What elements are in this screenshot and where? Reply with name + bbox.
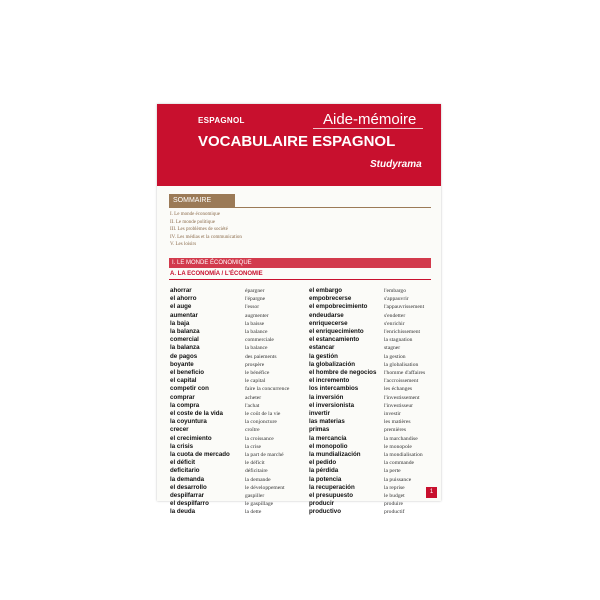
vocab-entry: ahorrar	[170, 287, 192, 294]
vocab-entry: primas	[309, 426, 330, 434]
vocab-entry: comercial	[170, 336, 199, 344]
table-of-contents	[170, 211, 242, 249]
vocab-entry: la crise	[245, 443, 261, 450]
vocab-entry: augmenter	[245, 312, 269, 319]
banner-divider	[313, 128, 423, 129]
vocab-entry: aumentar	[170, 311, 198, 319]
vocab-entry: le capital	[245, 378, 266, 385]
vocab-entry: l'embargo	[384, 288, 407, 294]
vocab-entry: la balance	[245, 345, 268, 352]
sommaire-heading: SOMMAIRE	[169, 194, 235, 207]
vocab-entry: la perte	[384, 468, 401, 475]
vocab-entry: s'endetter	[384, 312, 406, 319]
vocab-entry: el empobrecimiento	[309, 303, 368, 311]
vocab-entry: la recuperación	[309, 483, 355, 491]
vocab-entry: empobrecerse	[309, 295, 352, 303]
vocab-entry: la commande	[384, 460, 414, 467]
vocab-entry: s'appauvrir	[384, 296, 409, 303]
vocab-entry: croître	[245, 427, 260, 434]
vocab-entry: productif	[384, 509, 405, 516]
vocab-entry: de pagos	[170, 352, 198, 360]
vocab-entry: los intercambios	[309, 385, 359, 393]
vocab-entry: el crecimiento	[170, 434, 212, 442]
vocab-column-french-right	[384, 287, 425, 517]
sommaire-divider	[169, 207, 431, 208]
vocab-column-spanish-right	[309, 287, 376, 517]
vocab-entry: la mercancía	[309, 434, 347, 442]
vocab-entry: la dette	[245, 509, 262, 516]
vocab-entry: la gestión	[309, 352, 338, 360]
vocab-entry: investir	[384, 411, 401, 418]
vocab-entry: la inversión	[309, 393, 344, 401]
vocab-entry: las materias	[309, 418, 345, 426]
vocab-entry: la stagnation	[384, 337, 413, 344]
vocab-entry: la baisse	[245, 320, 265, 327]
vocab-entry: el presupuesto	[309, 492, 354, 500]
vocab-entry: produire	[384, 501, 403, 508]
vocab-entry: la balanza	[170, 344, 200, 352]
vocab-entry: competir con	[170, 385, 209, 393]
subject-label: ESPAGNOL	[198, 116, 245, 125]
vocab-entry: el capital	[170, 377, 197, 385]
vocab-entry: el enriquecimiento	[309, 328, 364, 336]
vocab-entry: crecer	[170, 426, 189, 434]
vocab-entry: la marchandise	[384, 435, 418, 442]
vocab-entry: l'investisseur	[384, 402, 413, 409]
title-banner	[157, 104, 441, 186]
vocab-entry: el monopolio	[309, 442, 348, 450]
vocab-entry: la mondialisation	[384, 452, 423, 459]
vocab-entry: la balanza	[170, 328, 200, 336]
toc-item: III. Les problèmes de société	[170, 227, 228, 232]
vocab-entry: la puissance	[384, 476, 412, 483]
vocab-entry: faire la concurrence	[245, 386, 290, 393]
vocab-column-spanish-left	[170, 287, 230, 517]
vocab-entry: la balance	[245, 329, 268, 336]
vocab-entry: prospère	[245, 361, 265, 368]
vocab-entry: le développement	[245, 484, 285, 491]
vocab-entry: la reprise	[384, 484, 405, 491]
vocab-entry: el ahorro	[170, 295, 197, 303]
vocab-entry: la globalisation	[384, 361, 419, 368]
vocab-entry: boyante	[170, 360, 194, 368]
vocab-entry: la croissance	[245, 435, 274, 442]
vocab-entry: la deuda	[170, 508, 196, 516]
page-number: 1	[426, 487, 437, 498]
vocab-entry: invertir	[309, 410, 330, 418]
vocab-entry: el estancamiento	[309, 336, 360, 344]
vocab-entry: la mundialización	[309, 451, 361, 459]
series-label: Aide-mémoire	[323, 111, 417, 128]
vocab-entry: el auge	[170, 303, 192, 311]
vocab-entry: la pérdida	[309, 467, 339, 475]
vocab-entry: la cuota de mercado	[170, 451, 230, 459]
vocab-entry: el incremento	[309, 377, 350, 385]
vocab-entry: comprar	[170, 393, 195, 401]
toc-item: I. Le monde économique	[170, 212, 220, 217]
vocab-entry: endeudarse	[309, 311, 344, 319]
toc-item: II. Le monde politique	[170, 219, 215, 225]
section-heading: I. LE MONDE ÉCONOMIQUE	[172, 260, 252, 266]
vocab-entry: el hombre de negocios	[309, 369, 377, 377]
vocab-column-french-left	[245, 287, 289, 517]
vocab-entry: el despilfarro	[170, 500, 209, 508]
vocab-entry: la compra	[170, 401, 200, 409]
vocab-entry: l'achat	[245, 402, 260, 409]
vocab-entry: le bénéfice	[245, 370, 270, 377]
vocab-entry: déficitaire	[245, 468, 268, 475]
vocab-entry: el desarrollo	[170, 483, 207, 491]
book-title: VOCABULAIRE ESPAGNOL	[198, 133, 396, 150]
vocab-entry: l'épargne	[245, 296, 266, 303]
vocab-entry: des paiements	[245, 353, 277, 360]
vocab-entry: la demanda	[170, 475, 205, 483]
vocab-entry: le déficit	[245, 460, 265, 467]
vocab-entry: stagner	[384, 345, 401, 352]
vocab-entry: el embargo	[309, 287, 343, 294]
vocab-entry: la potencia	[309, 475, 342, 483]
vocab-entry: la conjoncture	[245, 419, 277, 426]
vocab-entry: producir	[309, 500, 335, 508]
vocab-entry: el beneficio	[170, 369, 205, 377]
vocab-entry: enriquecerse	[309, 319, 348, 327]
vocab-entry: premières	[384, 427, 407, 434]
section-heading-bar	[169, 258, 431, 268]
vocab-entry: le gaspillage	[245, 501, 274, 508]
publisher-logo: Studyrama	[370, 159, 422, 170]
vocab-entry: deficitario	[170, 467, 200, 475]
vocab-entry: acheter	[245, 394, 262, 401]
vocab-entry: productivo	[309, 508, 341, 516]
vocab-entry: l'accroissement	[384, 378, 419, 385]
vocab-entry: les échanges	[384, 386, 413, 393]
toc-item: IV. Les médias et la communication	[170, 234, 242, 240]
toc-item: V. Les loisirs	[170, 242, 197, 247]
vocab-entry: l'appauvrissement	[384, 304, 425, 311]
vocab-entry: l'investissement	[384, 394, 420, 401]
vocab-entry: commerciale	[245, 337, 274, 344]
vocab-entry: le coût de la vie	[245, 411, 281, 418]
subsection-heading: A. LA ECONOMÍA / L'ÉCONOMIE	[170, 271, 263, 277]
vocab-entry: estancar	[309, 344, 335, 352]
vocab-entry: la globalización	[309, 360, 356, 368]
vocab-entry: le budget	[384, 493, 405, 500]
vocab-entry: l'homme d'affaires	[384, 370, 426, 377]
vocab-entry: la baja	[170, 319, 190, 327]
book-cover	[157, 104, 441, 516]
vocab-entry: la part de marché	[245, 452, 284, 459]
vocab-entry: épargner	[245, 288, 265, 294]
vocab-entry: el pedido	[309, 459, 337, 467]
vocab-entry: le monopole	[384, 443, 412, 450]
vocab-entry: la gestion	[384, 353, 406, 360]
vocab-entry: el inversionista	[309, 401, 355, 409]
vocab-entry: la crisis	[170, 442, 194, 450]
vocab-entry: la coyuntura	[170, 418, 207, 426]
vocab-entry: la demande	[245, 476, 271, 483]
subsection-divider	[169, 279, 431, 280]
vocab-entry: el déficit	[170, 459, 196, 467]
vocab-entry: s'enrichir	[384, 320, 405, 327]
vocab-entry: les matières	[384, 419, 411, 426]
vocab-entry: el coste de la vida	[170, 410, 223, 418]
vocab-entry: l'essor	[245, 304, 260, 311]
vocab-entry: despilfarrar	[170, 492, 205, 500]
vocab-entry: l'enrichissement	[384, 329, 421, 336]
vocab-entry: gaspiller	[245, 493, 265, 500]
